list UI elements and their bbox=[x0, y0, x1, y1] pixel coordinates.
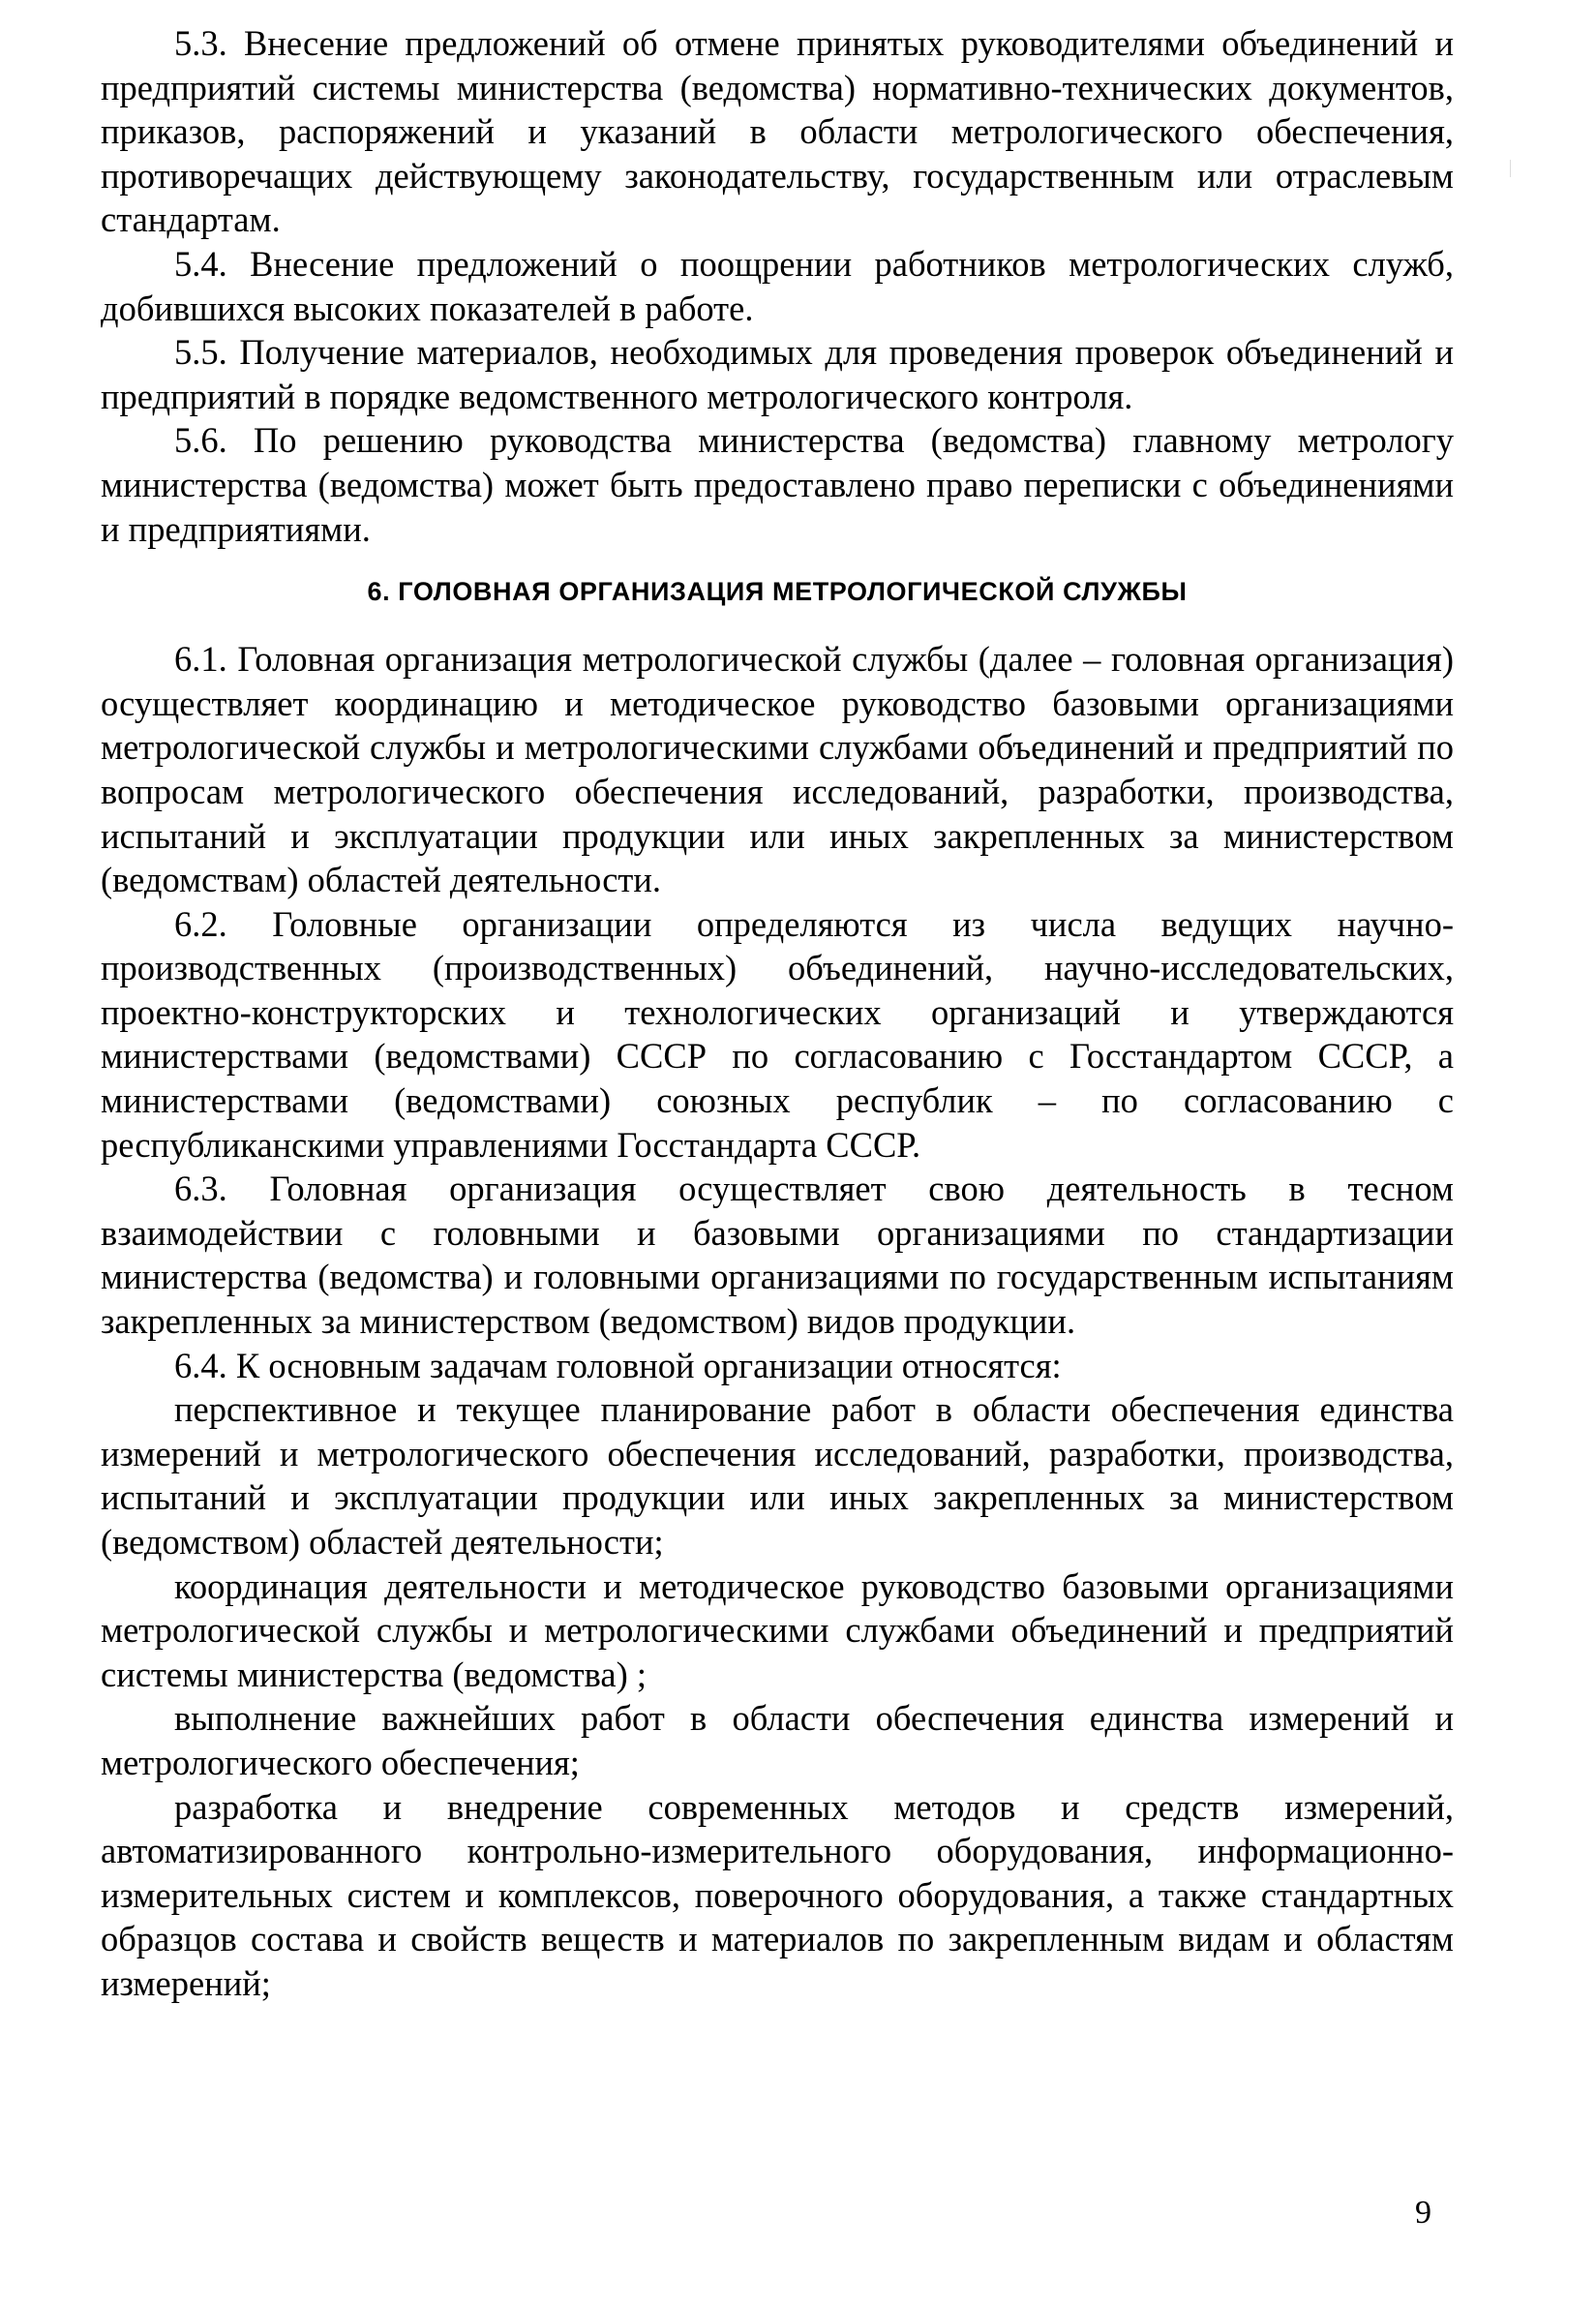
page-number: 9 bbox=[1415, 2195, 1431, 2231]
task-item-important-works: выполнение важнейших работ в области обеспечения единства измерений и метрологического обеспечения; bbox=[101, 1698, 1454, 1782]
paragraph-5-3: 5.3. Внесение предложений об отмене принятых руководителями объединений и предприятий системы министерства (ведомства) нормативно-технических документов, приказов, распоряжений и указаний в области метрологического обеспечения, противоречащих действующему законодательству, государственным или отраслевым стандартам. bbox=[101, 23, 1454, 240]
task-item-coordination: координация деятельности и методическое руководство базовыми организациями метрологической службы и метрологическими службами объединений и предприятий системы министерства (ведомства) ; bbox=[101, 1565, 1454, 1694]
page-content bbox=[101, 21, 1454, 2006]
task-item-planning: перспективное и текущее планирование работ в области обеспечения единства измерений и метрологического обеспечения исследований, разработки, производства, испытаний и эксплуатации продукции или иных закрепленных за министерством (ведомством) областей деятельности; bbox=[101, 1389, 1454, 1562]
section-6-heading: 6. ГОЛОВНАЯ ОРГАНИЗАЦИЯ МЕТРОЛОГИЧЕСКОЙ СЛУЖБЫ bbox=[367, 577, 1188, 607]
scan-artifact bbox=[1510, 160, 1511, 177]
paragraph-5-5: 5.5. Получение материалов, необходимых для проведения проверок объединений и предприятий в порядке ведомственного метрологического контроля. bbox=[101, 332, 1454, 416]
paragraph-6-2: 6.2. Головные организации определяются из числа ведущих научно-производственных (производственных) объединений, научно-исследовательских, проектно-конструкторских и технологических организаций и утверждаются министерствами (ведомствами) СССР по согласованию с Госстандартом СССР, а министерствами (ведомствами) союзных республик – по согласованию с республиканскими управлениями Госстандарта СССР. bbox=[101, 903, 1454, 1165]
paragraph-5-6: 5.6. По решению руководства министерства (ведомства) главному метрологу министерства (ведомства) может быть предоставлено право переписки с объединениями и предприятиями. bbox=[101, 420, 1454, 549]
paragraph-6-4: 6.4. К основным задачам головной организации относятся: bbox=[174, 1345, 1062, 1385]
paragraph-5-4: 5.4. Внесение предложений о поощрении работников метрологических служб, добившихся высоких показателей в работе. bbox=[101, 243, 1454, 328]
paragraph-6-3: 6.3. Головная организация осуществляет свою деятельность в тесном взаимодействии с головными и базовыми организациями по стандартизации министерства (ведомства) и головными организациями по государственным испытаниям закрепленных за министерством (ведомством) видов продукции. bbox=[101, 1169, 1454, 1342]
paragraph-6-1: 6.1. Головная организация метрологической службы (далее – головная организация) осуществляет координацию и методическое руководство базовыми организациями метрологической службы и метрологическими службами объединений и предприятий по вопросам метрологического обеспечения исследований, разработки, производства, испытаний и эксплуатации продукции или иных закрепленных за министерством (ведомствам) областей деятельности. bbox=[101, 639, 1454, 900]
task-item-development: разработка и внедрение современных методов и средств измерений, автоматизированного контрольно-измерительного оборудования, информационно-измерительных систем и комплексов, поверочного оборудования, а также стандартных образцов состава и свойств веществ и материалов по закрепленным видам и областям измерений; bbox=[101, 1786, 1454, 2003]
